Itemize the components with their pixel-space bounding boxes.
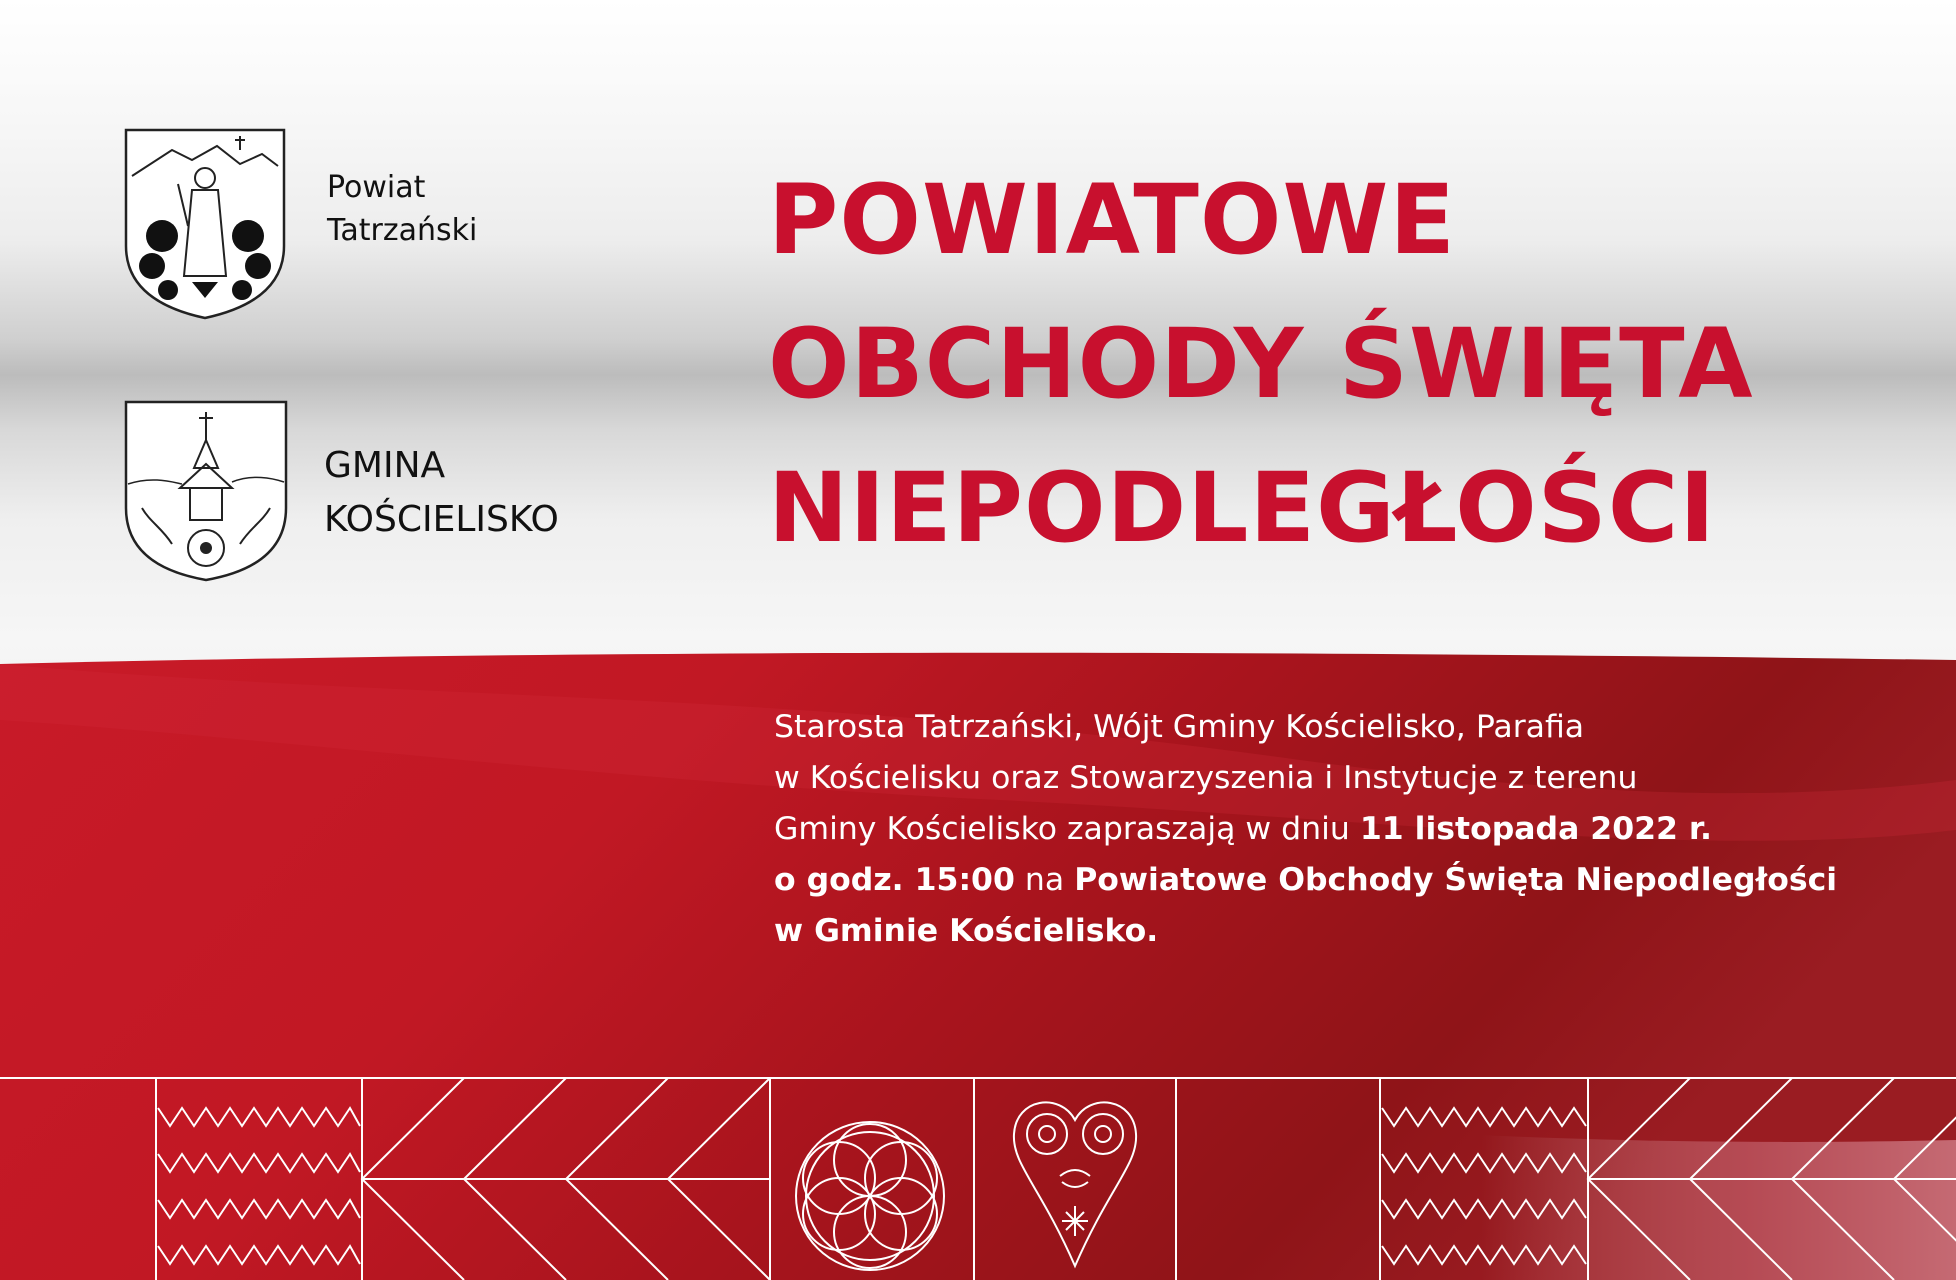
gmina-name-line1: GMINA <box>324 445 446 486</box>
powiat-coat-of-arms-icon <box>122 126 288 322</box>
event-date: 11 listopada 2022 r. <box>1359 811 1712 847</box>
event-place: w Gminie Kościelisko. <box>774 913 1159 949</box>
gmina-coat-of-arms-icon <box>122 398 290 584</box>
invitation-text-3: Gminy Kościelisko zapraszają w dniu <box>774 811 1360 847</box>
powiat-name <box>327 166 477 252</box>
event-name: Powiatowe Obchody Święta Niepodległości <box>1074 862 1838 898</box>
folk-pattern-strip <box>0 1076 1956 1280</box>
title-line1: POWIATOWE <box>768 164 1456 276</box>
invitation-line5 <box>774 906 1894 957</box>
event-time: o godz. 15:00 <box>774 862 1015 898</box>
title-line3: NIEPODLEGŁOŚCI <box>768 452 1716 564</box>
chevron-pattern-icon <box>1588 1078 1956 1280</box>
gmina-name-line2: KOŚCIELISKO <box>324 499 559 540</box>
heart-ornament-icon <box>1014 1102 1136 1266</box>
invitation-line2: w Kościelisku oraz Stowarzyszenia i Instytucje z terenu <box>774 760 1638 796</box>
gmina-name <box>324 439 559 547</box>
invitation-line1: Starosta Tatrzański, Wójt Gminy Kościelisko, Parafia <box>774 709 1585 745</box>
rosette-icon <box>796 1122 944 1270</box>
invitation-line3 <box>774 804 1894 855</box>
invitation-line4 <box>774 855 1894 906</box>
chevron-pattern-icon <box>362 1078 770 1280</box>
invitation-text-4: na <box>1014 862 1075 898</box>
powiat-name-line2: Tatrzański <box>327 213 478 248</box>
invitation-text <box>774 702 1894 957</box>
powiat-name-line1: Powiat <box>327 170 426 205</box>
title-line2: OBCHODY ŚWIĘTA <box>768 308 1754 420</box>
zigzag-pattern-icon <box>1382 1108 1586 1264</box>
page-title <box>768 148 1753 580</box>
zigzag-pattern-icon <box>158 1108 360 1264</box>
